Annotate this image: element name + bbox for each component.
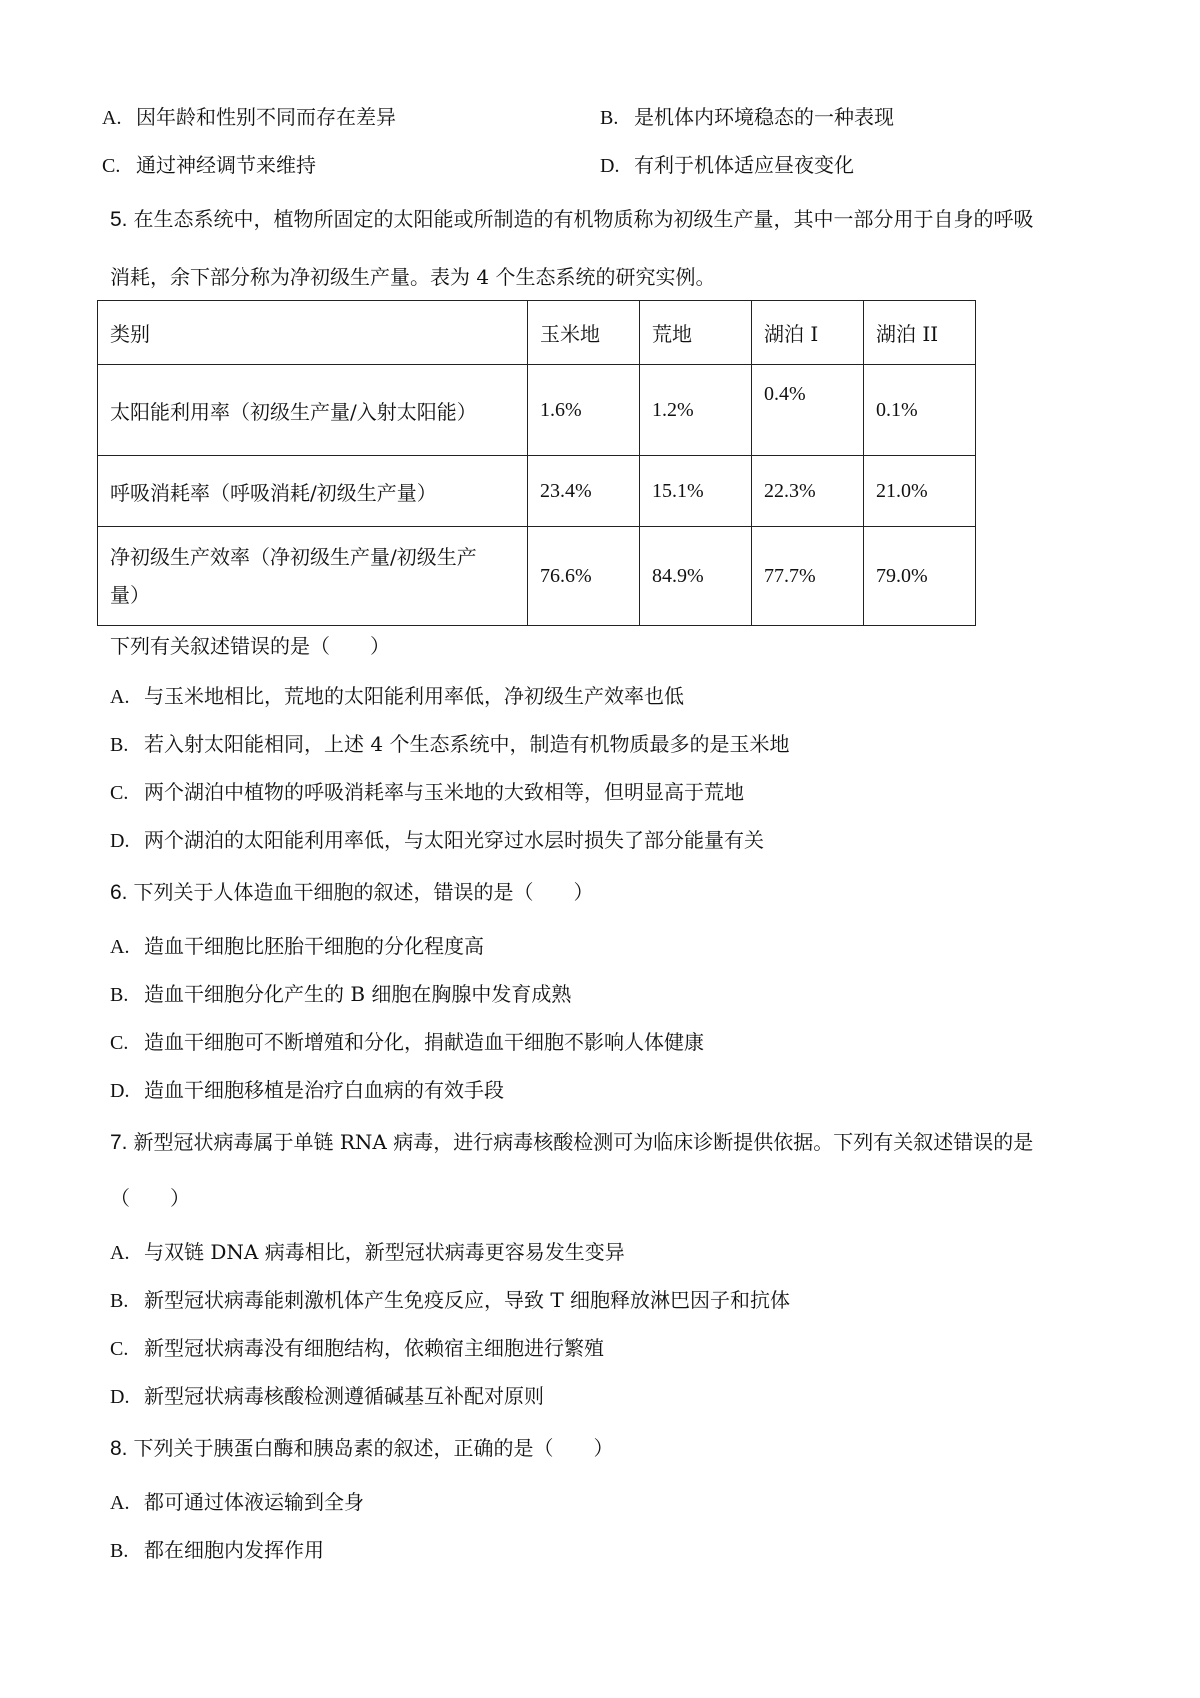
q4-option-b bbox=[600, 105, 894, 130]
q8-stem-text: 下列关于胰蛋白酶和胰岛素的叙述，正确的是（ ） bbox=[133, 1436, 614, 1460]
option-text: 有利于机体适应昼夜变化 bbox=[634, 153, 854, 177]
q5-option-b bbox=[110, 732, 789, 757]
option-text: 是机体内环境稳态的一种表现 bbox=[634, 105, 894, 129]
table-cell: 76.6% bbox=[528, 527, 640, 626]
option-letter: D. bbox=[600, 155, 620, 177]
option-letter: C. bbox=[102, 155, 121, 177]
table-cell: 21.0% bbox=[864, 456, 976, 527]
q7-stem-line2: （ ） bbox=[110, 1186, 190, 1210]
table-cell: 1.2% bbox=[640, 365, 752, 456]
table-cell: 77.7% bbox=[752, 527, 864, 626]
question-number: 5. bbox=[110, 208, 128, 231]
q7-option-c bbox=[110, 1336, 604, 1361]
q7-option-d bbox=[110, 1384, 544, 1409]
q5-stem-text: 在生态系统中，植物所固定的太阳能或所制造的有机物质称为初级生产量，其中一部分用于自身的呼吸 bbox=[133, 207, 1034, 231]
table-row bbox=[98, 527, 976, 626]
q6-option-c bbox=[110, 1030, 704, 1055]
option-letter: A. bbox=[110, 1242, 130, 1264]
option-letter: A. bbox=[110, 686, 130, 708]
q7-stem-line1 bbox=[110, 1130, 1033, 1155]
option-letter: A. bbox=[110, 936, 130, 958]
option-text: 造血干细胞比胚胎干细胞的分化程度高 bbox=[144, 934, 484, 958]
option-letter: B. bbox=[110, 984, 129, 1006]
option-letter: B. bbox=[600, 107, 619, 129]
q7-stem-text: 新型冠状病毒属于单链 RNA 病毒，进行病毒核酸检测可为临床诊断提供依据。下列有关叙述错误的是 bbox=[133, 1130, 1034, 1154]
q6-option-d bbox=[110, 1078, 504, 1103]
option-text: 因年龄和性别不同而存在差异 bbox=[136, 105, 396, 129]
q5-option-d bbox=[110, 828, 764, 853]
q4-option-d bbox=[600, 153, 854, 178]
q8-stem bbox=[110, 1436, 614, 1461]
q5-option-a bbox=[110, 684, 684, 709]
q4-option-c bbox=[102, 153, 316, 178]
option-text: 造血干细胞移植是治疗白血病的有效手段 bbox=[144, 1078, 504, 1102]
table-cell: 0.4% bbox=[752, 365, 864, 456]
ecosystem-table bbox=[97, 300, 976, 626]
option-text: 新型冠状病毒没有细胞结构，依赖宿主细胞进行繁殖 bbox=[144, 1336, 604, 1360]
option-text: 都可通过体液运输到全身 bbox=[144, 1490, 364, 1514]
q7-option-a bbox=[110, 1240, 625, 1265]
option-letter: C. bbox=[110, 782, 129, 804]
table-cell: 79.0% bbox=[864, 527, 976, 626]
option-letter: D. bbox=[110, 830, 130, 852]
option-text: 与双链 DNA 病毒相比，新型冠状病毒更容易发生变异 bbox=[144, 1240, 625, 1264]
q6-option-b bbox=[110, 982, 571, 1007]
q6-stem-text: 下列关于人体造血干细胞的叙述，错误的是（ ） bbox=[133, 880, 594, 904]
option-text: 通过神经调节来维持 bbox=[136, 153, 316, 177]
row-category: 太阳能利用率（初级生产量/入射太阳能） bbox=[98, 365, 528, 456]
option-text: 两个湖泊中植物的呼吸消耗率与玉米地的大致相等，但明显高于荒地 bbox=[144, 780, 744, 804]
table-header-row bbox=[98, 301, 976, 365]
option-text: 新型冠状病毒能刺激机体产生免疫反应，导致 T 细胞释放淋巴因子和抗体 bbox=[144, 1288, 791, 1312]
q5-option-c bbox=[110, 780, 744, 805]
table-row bbox=[98, 456, 976, 527]
q6-option-a bbox=[110, 934, 484, 959]
q4-option-a bbox=[102, 105, 396, 130]
q7-option-b bbox=[110, 1288, 790, 1313]
header-lake-2: 湖泊 II bbox=[864, 301, 976, 365]
table-row bbox=[98, 365, 976, 456]
option-letter: B. bbox=[110, 1290, 129, 1312]
option-text: 与玉米地相比，荒地的太阳能利用率低，净初级生产效率也低 bbox=[144, 684, 684, 708]
q5-question: 下列有关叙述错误的是（ ） bbox=[110, 634, 390, 658]
q8-option-a bbox=[110, 1490, 364, 1515]
option-text: 都在细胞内发挥作用 bbox=[144, 1538, 324, 1562]
option-letter: A. bbox=[102, 107, 122, 129]
header-wasteland: 荒地 bbox=[640, 301, 752, 365]
q6-stem bbox=[110, 880, 594, 905]
option-letter: D. bbox=[110, 1386, 130, 1408]
question-number: 6. bbox=[110, 881, 128, 904]
option-letter: C. bbox=[110, 1338, 129, 1360]
question-number: 8. bbox=[110, 1437, 128, 1460]
header-lake-1: 湖泊 I bbox=[752, 301, 864, 365]
option-letter: B. bbox=[110, 1540, 129, 1562]
table-cell: 84.9% bbox=[640, 527, 752, 626]
option-letter: B. bbox=[110, 734, 129, 756]
question-number: 7. bbox=[110, 1131, 128, 1154]
header-category: 类别 bbox=[98, 301, 528, 365]
table-cell: 23.4% bbox=[528, 456, 640, 527]
option-text: 新型冠状病毒核酸检测遵循碱基互补配对原则 bbox=[144, 1384, 544, 1408]
option-letter: A. bbox=[110, 1492, 130, 1514]
option-text: 两个湖泊的太阳能利用率低，与太阳光穿过水层时损失了部分能量有关 bbox=[144, 828, 764, 852]
table-cell: 15.1% bbox=[640, 456, 752, 527]
table-cell: 1.6% bbox=[528, 365, 640, 456]
row-category-text: 净初级生产效率（净初级生产量/初级生产量） bbox=[110, 545, 477, 607]
option-letter: C. bbox=[110, 1032, 129, 1054]
option-text: 若入射太阳能相同，上述 4 个生态系统中，制造有机物质最多的是玉米地 bbox=[144, 732, 790, 756]
q5-stem-line2: 消耗，余下部分称为净初级生产量。表为 4 个生态系统的研究实例。 bbox=[110, 265, 716, 289]
option-letter: D. bbox=[110, 1080, 130, 1102]
option-text: 造血干细胞可不断增殖和分化，捐献造血干细胞不影响人体健康 bbox=[144, 1030, 704, 1054]
q8-option-b bbox=[110, 1538, 324, 1563]
q5-stem-line1 bbox=[110, 207, 1034, 232]
row-category bbox=[98, 527, 528, 626]
row-category: 呼吸消耗率（呼吸消耗/初级生产量） bbox=[98, 456, 528, 527]
header-corn-field: 玉米地 bbox=[528, 301, 640, 365]
table-cell: 22.3% bbox=[752, 456, 864, 527]
option-text: 造血干细胞分化产生的 B 细胞在胸腺中发育成熟 bbox=[144, 982, 572, 1006]
table-cell: 0.1% bbox=[864, 365, 976, 456]
